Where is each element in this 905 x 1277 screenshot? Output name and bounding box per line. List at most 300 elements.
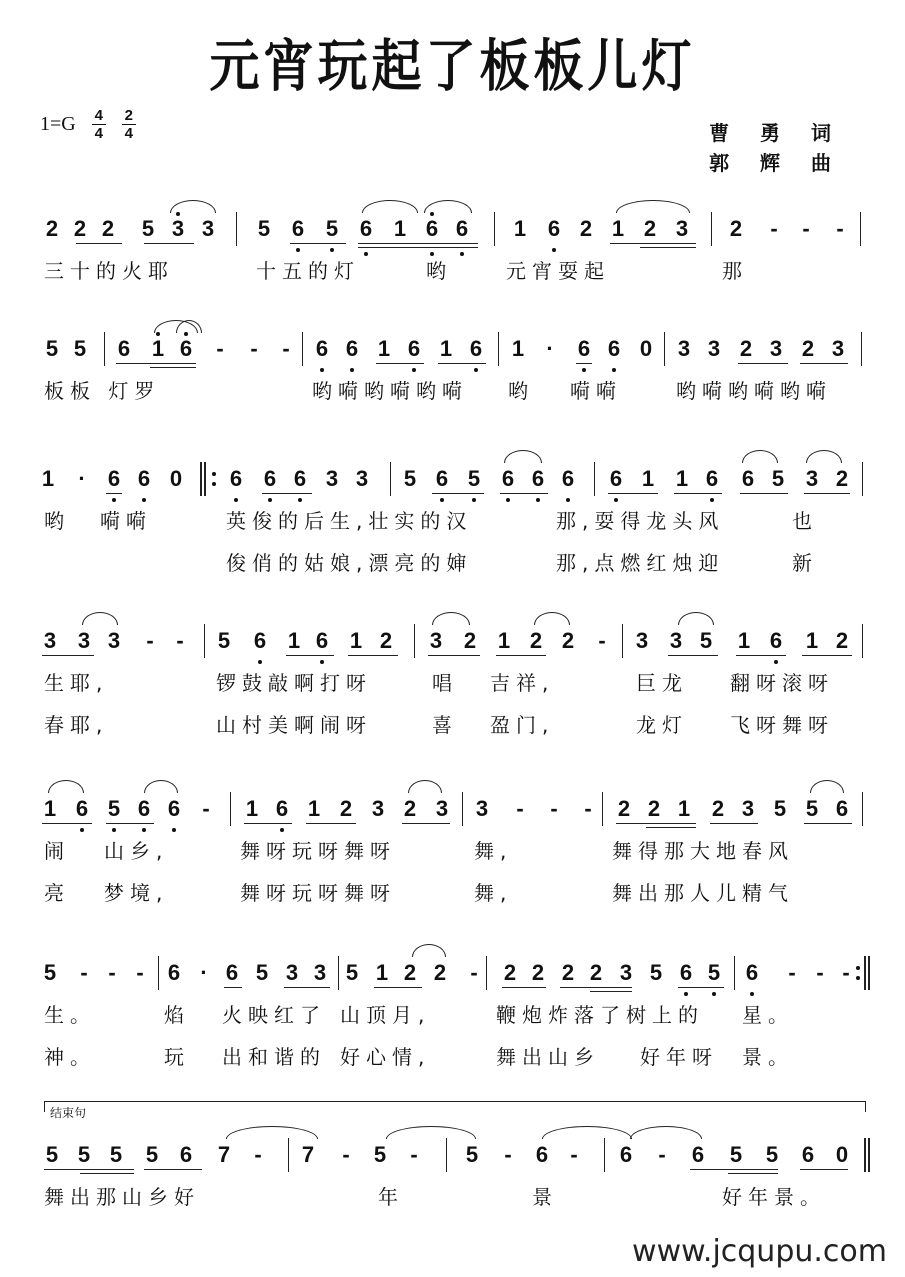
- note-value: 6: [561, 466, 575, 491]
- note-value: -: [202, 796, 210, 821]
- rhythm-underline: [150, 367, 196, 368]
- note: [138, 218, 158, 240]
- note-value: 1: [511, 336, 525, 361]
- note-value: 6: [535, 1142, 549, 1167]
- lyric-line-1: 吉祥,: [490, 671, 555, 695]
- note-value: 0: [169, 466, 183, 491]
- barline: [498, 332, 499, 366]
- lyric-line-1: 那,耍得龙头风: [556, 509, 725, 533]
- lower-octave-dot: [430, 252, 434, 256]
- note-value: 2: [379, 628, 393, 653]
- slur-arc: [678, 612, 714, 625]
- note-value: 6: [167, 796, 181, 821]
- note-value: 3: [429, 628, 443, 653]
- note: [432, 798, 452, 820]
- note: [768, 468, 788, 490]
- note-value: 6: [769, 628, 783, 653]
- dash-extension: [244, 338, 264, 360]
- lyric-line-1: 嗬嗬: [570, 379, 622, 403]
- lyric-line-2: 景。: [742, 1045, 794, 1069]
- slur-arc: [408, 780, 442, 793]
- note-value: 6: [179, 1142, 193, 1167]
- note-value: 6: [225, 960, 239, 985]
- note-value: 6: [469, 336, 483, 361]
- note-value: 2: [561, 960, 575, 985]
- note-value: 2: [403, 960, 417, 985]
- note-value: ·: [200, 960, 208, 985]
- note-value: 2: [801, 336, 815, 361]
- barline: [302, 332, 303, 366]
- note-value: 3: [707, 336, 721, 361]
- rhythm-underline: [106, 493, 122, 494]
- rhythm-underline: [224, 987, 242, 988]
- note: [422, 218, 442, 240]
- note: [798, 338, 818, 360]
- note-value: -: [410, 1142, 418, 1167]
- barline: [862, 462, 863, 496]
- note-value: 6: [607, 336, 621, 361]
- note-value: -: [254, 1142, 262, 1167]
- note-value: 6: [275, 796, 289, 821]
- rhythm-underline: [306, 823, 356, 824]
- note-value: 3: [669, 628, 683, 653]
- note-value: 3: [285, 960, 299, 985]
- note-value: 5: [373, 1142, 387, 1167]
- lyric-line-2: 俊俏的姑娘,漂亮的婶: [226, 551, 473, 575]
- note: [134, 468, 154, 490]
- lyric-line-1: 舞呀玩呀舞呀: [240, 839, 396, 863]
- note: [702, 468, 722, 490]
- note: [104, 468, 124, 490]
- lyricist-credit: 曹 勇 词: [709, 121, 843, 145]
- note: [608, 218, 628, 240]
- note-value: 5: [771, 466, 785, 491]
- key-and-meter: [40, 108, 136, 141]
- rhythm-underline: [800, 363, 848, 364]
- barline: [602, 792, 603, 826]
- barline: [862, 792, 863, 826]
- time-signature-2-4: $\frac{2}{4}$: [122, 108, 136, 141]
- rhythm-underline: [616, 823, 696, 824]
- rhythm-underline: [428, 655, 480, 656]
- note-value: 0: [835, 1142, 849, 1167]
- note-value: 3: [741, 796, 755, 821]
- lower-octave-dot: [112, 828, 116, 832]
- note-value: 2: [617, 796, 631, 821]
- note: [452, 218, 472, 240]
- note: [252, 962, 272, 984]
- note-value: 1: [675, 466, 689, 491]
- note: [432, 468, 452, 490]
- lyric-line-1: 山乡,: [104, 839, 169, 863]
- dash-extension: [652, 1144, 672, 1166]
- note: [168, 218, 188, 240]
- dash-extension: [130, 962, 150, 984]
- note-value: 2: [531, 960, 545, 985]
- lyric-line-2: 新: [792, 551, 818, 575]
- note: [272, 798, 292, 820]
- lyric-line-2: 玩: [164, 1045, 190, 1069]
- dash-extension: [336, 1144, 356, 1166]
- note: [494, 630, 514, 652]
- note-value: 5: [45, 1142, 59, 1167]
- note-value: 3: [435, 796, 449, 821]
- note: [742, 962, 762, 984]
- note: [604, 338, 624, 360]
- rhythm-underline: [358, 243, 478, 244]
- lower-octave-dot: [280, 828, 284, 832]
- note: [176, 1144, 196, 1166]
- dash-extension: [836, 962, 856, 984]
- rhythm-underline: [800, 1169, 848, 1170]
- note-value: 3: [313, 960, 327, 985]
- note: [510, 218, 530, 240]
- lower-octave-dot: [142, 498, 146, 502]
- slur-arc: [412, 944, 446, 957]
- note-value: 2: [403, 796, 417, 821]
- lower-octave-dot: [582, 368, 586, 372]
- dash-extension: [140, 630, 160, 652]
- note: [74, 630, 94, 652]
- note: [42, 338, 62, 360]
- lower-octave-dot: [112, 498, 116, 502]
- note-value: -: [504, 1142, 512, 1167]
- note-value: 3: [677, 336, 691, 361]
- note-value: -: [216, 336, 224, 361]
- note: [226, 468, 246, 490]
- note: [400, 798, 420, 820]
- note-value: -: [470, 960, 478, 985]
- note: [342, 338, 362, 360]
- note-value: -: [80, 960, 88, 985]
- note-value: 6: [407, 336, 421, 361]
- lyric-line-1: 好年景。: [722, 1185, 826, 1209]
- rhythm-underline: [106, 823, 154, 824]
- rhythm-underline: [610, 243, 696, 244]
- repeat-start-barline: [200, 462, 210, 496]
- note-value: 5: [773, 796, 787, 821]
- dash-extension: [498, 1144, 518, 1166]
- key-signature: 1=G: [40, 113, 76, 135]
- note-value: 6: [435, 466, 449, 491]
- lower-octave-dot: [612, 368, 616, 372]
- note-value: 5: [467, 466, 481, 491]
- lower-octave-dot: [474, 368, 478, 372]
- note-value: 6: [691, 1142, 705, 1167]
- lyric-line-2: 舞呀玩呀舞呀: [240, 881, 396, 905]
- note: [498, 468, 518, 490]
- note-value: 1: [439, 336, 453, 361]
- note-value: 3: [805, 466, 819, 491]
- note-value: 2: [589, 960, 603, 985]
- note-value: 1: [43, 796, 57, 821]
- note-value: 6: [609, 466, 623, 491]
- lyric-line-1: 也: [792, 509, 818, 533]
- lower-octave-dot: [750, 992, 754, 996]
- note-value: 1: [393, 216, 407, 241]
- note-value: 5: [45, 336, 59, 361]
- lyric-line-1: 舞出那山乡好: [44, 1185, 200, 1209]
- rhythm-underline: [116, 363, 196, 364]
- note-value: 2: [711, 796, 725, 821]
- note: [676, 962, 696, 984]
- lyric-line-2: 好心情,: [340, 1045, 431, 1069]
- lyric-line-2: 山村美啊闹呀: [216, 713, 372, 737]
- note-value: 2: [503, 960, 517, 985]
- slur-arc: [806, 450, 842, 463]
- note-value: 7: [301, 1142, 315, 1167]
- note: [726, 1144, 746, 1166]
- lower-octave-dot: [506, 498, 510, 502]
- note: [322, 218, 342, 240]
- note: [558, 962, 578, 984]
- note-value: 5: [107, 796, 121, 821]
- note: [74, 1144, 94, 1166]
- slur-arc: [82, 612, 118, 625]
- note: [736, 338, 756, 360]
- rhythm-underline: [144, 1169, 202, 1170]
- note-value: 6: [425, 216, 439, 241]
- lyric-line-2: 出和谐的: [222, 1045, 326, 1069]
- lower-octave-dot: [142, 828, 146, 832]
- slur-arc: [504, 450, 542, 463]
- note-value: 5: [465, 1142, 479, 1167]
- lower-octave-dot: [234, 498, 238, 502]
- rhythm-underline: [244, 823, 292, 824]
- note: [70, 338, 90, 360]
- note-value: 3: [77, 628, 91, 653]
- note-value: 3: [675, 216, 689, 241]
- song-title: 元宵玩起了板板儿灯: [209, 34, 696, 99]
- note-value: 2: [561, 628, 575, 653]
- note: [638, 468, 658, 490]
- lower-octave-dot: [684, 992, 688, 996]
- note: [574, 338, 594, 360]
- lower-octave-dot: [614, 498, 618, 502]
- lower-octave-dot: [566, 498, 570, 502]
- note-value: -: [584, 796, 592, 821]
- note: [528, 468, 548, 490]
- note: [666, 630, 686, 652]
- note-value: -: [816, 960, 824, 985]
- note: [508, 338, 528, 360]
- lyric-line-2: 春耶,: [44, 713, 109, 737]
- note: [142, 1144, 162, 1166]
- dash-extension: [782, 962, 802, 984]
- note-value: 2: [529, 628, 543, 653]
- rhythm-underline: [80, 1173, 134, 1174]
- note: [832, 1144, 852, 1166]
- dash-extension: [592, 630, 612, 652]
- lower-octave-dot: [320, 660, 324, 664]
- note-value: 2: [73, 216, 87, 241]
- lyric-line-2: 盈门,: [490, 713, 555, 737]
- rhythm-underline: [402, 823, 450, 824]
- note: [798, 1144, 818, 1166]
- note: [464, 468, 484, 490]
- rhythm-underline: [678, 987, 724, 988]
- note-value: 3: [171, 216, 185, 241]
- note: [738, 798, 758, 820]
- lower-octave-dot: [258, 660, 262, 664]
- note-value: 2: [835, 628, 849, 653]
- note: [42, 218, 62, 240]
- note: [370, 1144, 390, 1166]
- note: [802, 468, 822, 490]
- note-value: 5: [257, 216, 271, 241]
- note: [614, 798, 634, 820]
- note-value: -: [658, 1142, 666, 1167]
- slur-arc: [630, 1126, 702, 1139]
- note: [636, 338, 656, 360]
- lower-octave-dot: [552, 248, 556, 252]
- note-value: 6: [359, 216, 373, 241]
- note-value: 5: [145, 1142, 159, 1167]
- slur-arc: [226, 1126, 318, 1139]
- lower-octave-dot: [320, 368, 324, 372]
- note: [368, 798, 388, 820]
- note-value: 5: [325, 216, 339, 241]
- note: [672, 218, 692, 240]
- dash-extension: [102, 962, 122, 984]
- lyric-line-1: 唱: [432, 671, 458, 695]
- lyric-line-1: 舞,: [474, 839, 513, 863]
- rhythm-underline: [42, 823, 92, 824]
- note-value: 1: [287, 628, 301, 653]
- rhythm-underline: [690, 1169, 778, 1170]
- barline: [338, 956, 339, 990]
- barline: [711, 212, 712, 246]
- note-value: 5: [73, 336, 87, 361]
- note: [298, 1144, 318, 1166]
- note-value: 6: [745, 960, 759, 985]
- lower-octave-dot: [330, 248, 334, 252]
- note-value: 5: [729, 1142, 743, 1167]
- note-value: 3: [325, 466, 339, 491]
- note-value: 5: [43, 960, 57, 985]
- rhythm-underline: [290, 243, 346, 244]
- note: [104, 630, 124, 652]
- lyric-line-1: 巨龙: [636, 671, 688, 695]
- note: [704, 338, 724, 360]
- note-value: -: [108, 960, 116, 985]
- barline: [861, 332, 862, 366]
- note: [766, 338, 786, 360]
- slur-arc: [170, 200, 216, 213]
- note-value: 6: [619, 1142, 633, 1167]
- note-value: 6: [263, 466, 277, 491]
- dash-extension: [764, 218, 784, 240]
- barline: [104, 332, 105, 366]
- note-value: -: [342, 1142, 350, 1167]
- note-value: 5: [403, 466, 417, 491]
- note: [558, 468, 578, 490]
- note: [400, 962, 420, 984]
- lower-octave-dot: [712, 992, 716, 996]
- note-value: 1: [497, 628, 511, 653]
- note: [72, 468, 92, 490]
- note: [500, 962, 520, 984]
- note: [558, 630, 578, 652]
- rhythm-underline: [640, 247, 696, 248]
- lyric-line-1: 嗬嗬: [100, 509, 152, 533]
- note-value: 6: [229, 466, 243, 491]
- note: [576, 218, 596, 240]
- note: [738, 468, 758, 490]
- barline: [230, 792, 231, 826]
- note-value: -: [598, 628, 606, 653]
- rhythm-underline: [42, 655, 94, 656]
- dash-extension: [544, 798, 564, 820]
- note-value: 6: [179, 336, 193, 361]
- lyric-line-1: 哟: [44, 509, 70, 533]
- lower-octave-dot: [364, 252, 368, 256]
- note-value: -: [176, 628, 184, 653]
- note-value: 3: [355, 466, 369, 491]
- note: [288, 218, 308, 240]
- barline: [462, 792, 463, 826]
- slur-arc: [534, 612, 570, 625]
- slur-arc: [176, 320, 202, 333]
- composer-credit: 郭 辉 曲: [709, 151, 843, 175]
- rhythm-underline: [608, 493, 658, 494]
- dash-extension: [796, 218, 816, 240]
- note-value: 7: [217, 1142, 231, 1167]
- note-value: 6: [117, 336, 131, 361]
- lyric-line-2: 舞出山乡: [496, 1045, 600, 1069]
- note-value: 6: [455, 216, 469, 241]
- barline: [622, 624, 623, 658]
- note-value: 6: [315, 336, 329, 361]
- barline: [288, 1138, 289, 1172]
- note-value: 6: [137, 796, 151, 821]
- note: [352, 468, 372, 490]
- credits: [709, 118, 843, 178]
- dash-extension: [210, 338, 230, 360]
- note: [40, 630, 60, 652]
- rhythm-underline: [76, 243, 122, 244]
- note: [586, 962, 606, 984]
- note: [322, 468, 342, 490]
- lyric-line-1: 焰: [164, 1003, 190, 1027]
- note-value: 5: [77, 1142, 91, 1167]
- note-value: 2: [643, 216, 657, 241]
- slur-arc: [616, 200, 690, 213]
- note-value: 6: [315, 628, 329, 653]
- note: [336, 798, 356, 820]
- rhythm-underline: [44, 1169, 134, 1170]
- note: [704, 962, 724, 984]
- rhythm-underline: [286, 655, 334, 656]
- dash-extension: [578, 798, 598, 820]
- note-value: -: [282, 336, 290, 361]
- note-value: 5: [707, 960, 721, 985]
- note: [616, 962, 636, 984]
- note: [644, 798, 664, 820]
- note-value: 3: [201, 216, 215, 241]
- note-value: 2: [835, 466, 849, 491]
- lower-octave-dot: [412, 368, 416, 372]
- note: [222, 962, 242, 984]
- note-value: 6: [801, 1142, 815, 1167]
- note: [166, 468, 186, 490]
- note-value: ·: [546, 336, 554, 361]
- barline: [664, 332, 665, 366]
- note: [304, 798, 324, 820]
- lyric-line-1: 锣鼓敲啊打呀: [216, 671, 372, 695]
- note-value: 6: [531, 466, 545, 491]
- note: [376, 630, 396, 652]
